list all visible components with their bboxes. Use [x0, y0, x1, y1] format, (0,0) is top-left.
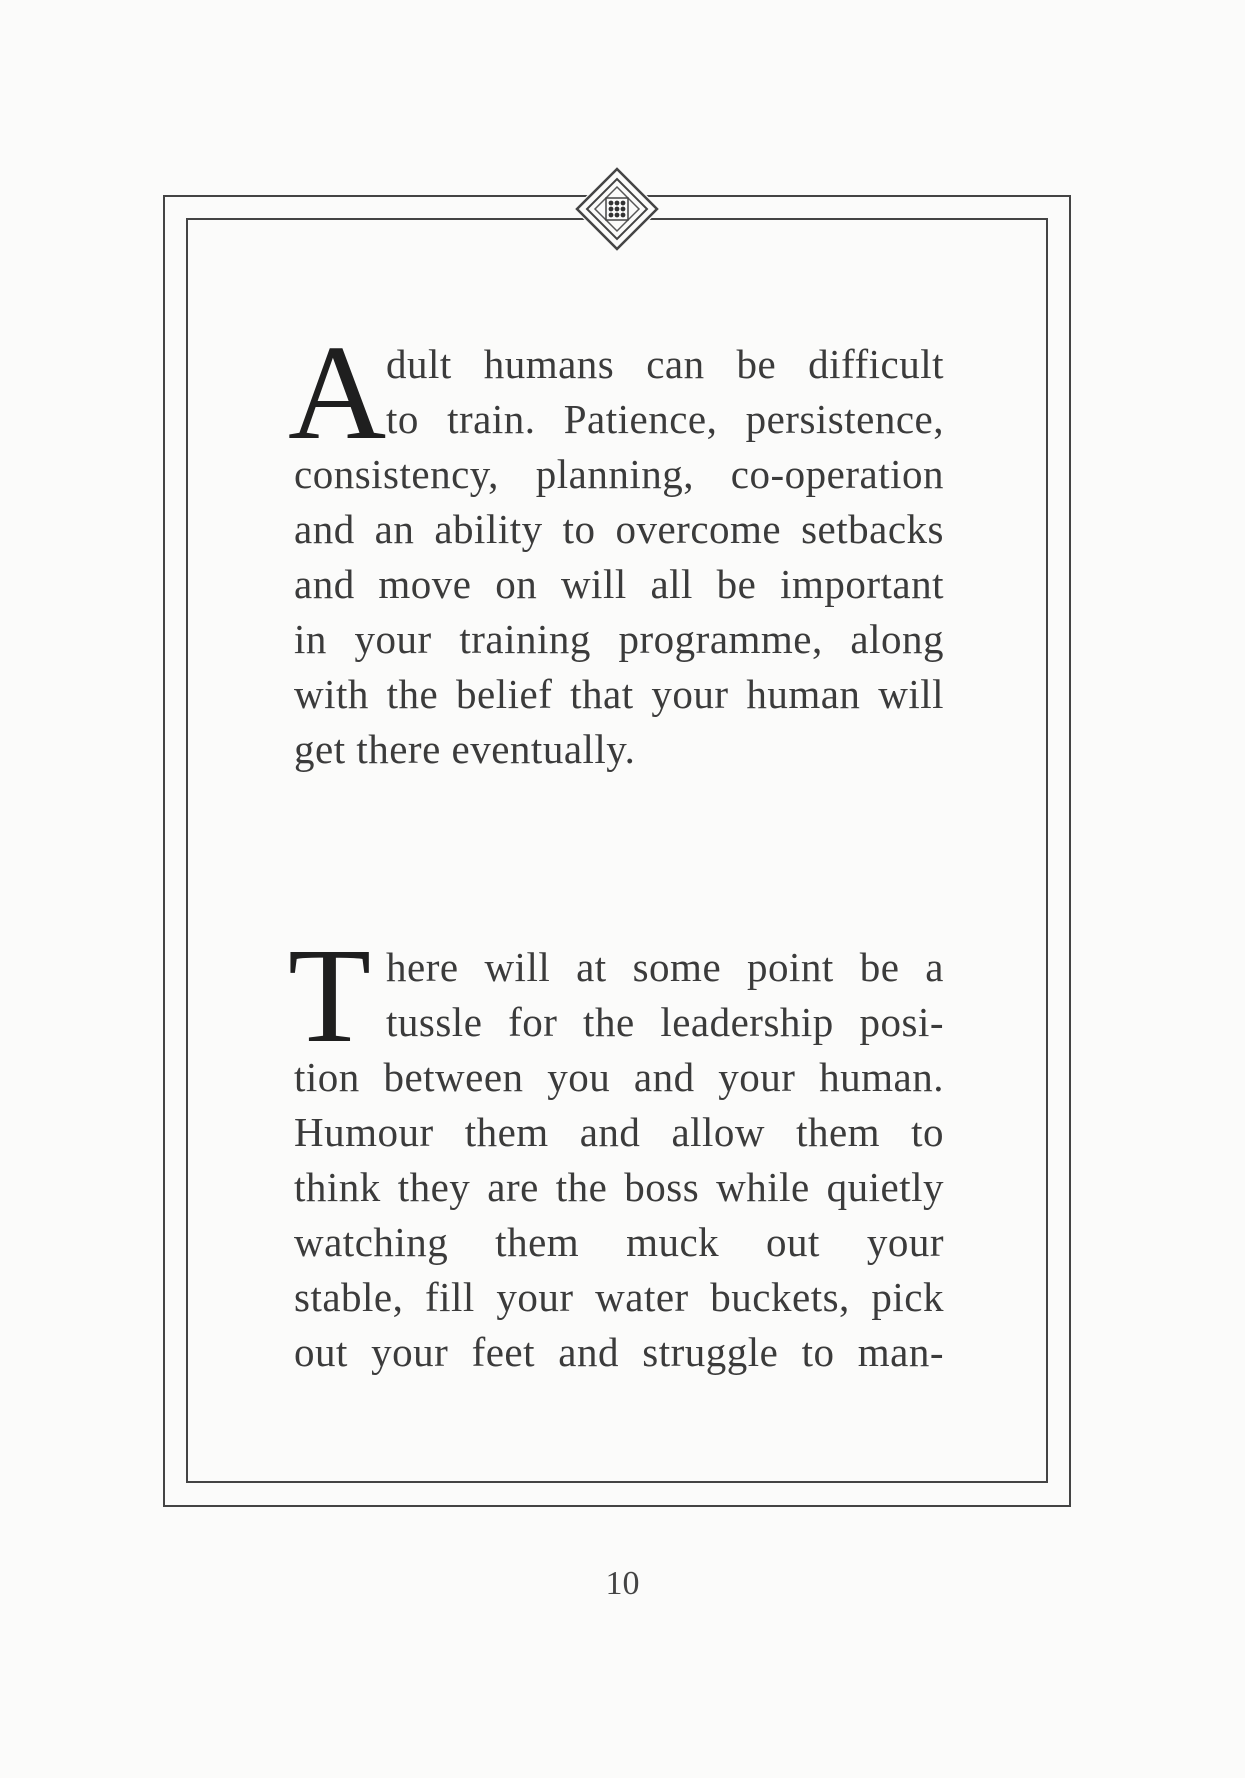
paragraph-2-line: watching them muck out your	[294, 1219, 944, 1265]
paragraph-2	[288, 921, 944, 1380]
paragraph-2-line: tussle for the leadership posi-	[386, 999, 944, 1045]
paragraph-1-line: with the belief that your human will	[294, 671, 944, 717]
paragraph-1	[288, 318, 944, 777]
paragraph-1-line: dult humans can be difficult	[386, 341, 944, 387]
paragraph-2-line: Humour them and allow them to	[294, 1109, 944, 1155]
paragraph-2-line: tion between you and your human.	[294, 1054, 944, 1100]
paragraph-2-line: stable, fill your water buckets, pick	[294, 1274, 944, 1320]
paragraph-2-line: think they are the boss while quietly	[294, 1164, 944, 1210]
paragraph-1-line: in your training programme, along	[294, 616, 944, 662]
diamond-ornament-icon	[573, 165, 661, 253]
paragraph-1-line: get there eventually.	[294, 726, 636, 772]
dropcap-t: T	[288, 921, 372, 1071]
paragraph-1-line: and an ability to overcome setbacks	[294, 506, 944, 552]
paragraph-1-line: and move on will all be important	[294, 561, 944, 607]
paragraph-1-line: consistency, planning, co-operation	[294, 451, 944, 497]
paragraph-2-line: here will at some point be a	[386, 944, 944, 990]
page-number: 10	[605, 1565, 640, 1602]
paragraph-2-line: out your feet and struggle to man-	[294, 1329, 944, 1375]
paragraph-1-line: to train. Patience, persistence,	[386, 396, 944, 442]
dropcap-a: A	[288, 318, 387, 468]
